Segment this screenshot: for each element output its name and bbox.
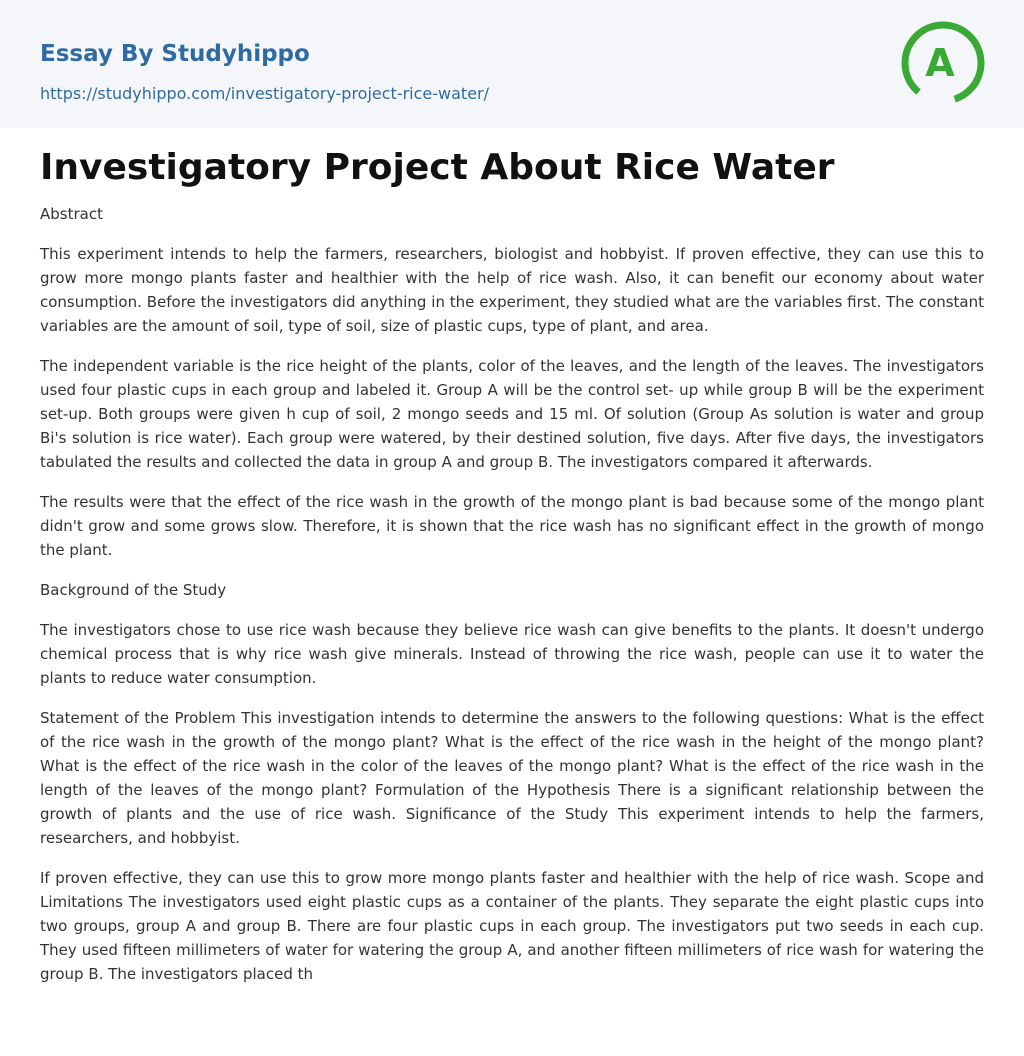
svg-text:A: A bbox=[925, 41, 955, 85]
article-title: Investigatory Project About Rice Water bbox=[40, 147, 835, 188]
article-paragraph: Statement of the Problem This investigation intends to determine the answers to the following questions: What is the effect of the rice wash in the growth of the mongo plant? What is the effect of the rice wash in the height of the mongo plant? What is the effect of the rice wash in the color of the leaves of the mongo plant? What is the effect of the rice wash in the length of the leaves of the mongo plant? Formulation of the Hypothesis There is a significant relationship between the growth of plants and the use of rice wash. Significance of the Study This experiment intends to help the farmers, researchers, and hobbyist. bbox=[40, 709, 984, 847]
section-heading: Abstract bbox=[40, 205, 103, 223]
section-heading: Background of the Study bbox=[40, 581, 227, 599]
article-paragraph: The investigators chose to use rice wash because they believe rice wash can give benefits to the plants. It doesn't undergo chemical process that is why rice wash give minerals. Instead of throwing the rice wash, people can use it to water the plants to reduce water consumption. bbox=[40, 621, 984, 687]
article-paragraph: If proven effective, they can use this to grow more mongo plants faster and healthier with the help of rice wash. Scope and Limitations The investigators used eight plastic cups as a container of the plants. They separate the eight plastic cups into two groups, group A and group B. There are four plastic cups in each group. The investigators put two seeds in each cup. They used fifteen millimeters of water for watering the group A, and another fifteen millimeters of rice wash for watering the group B. The investigators placed th bbox=[40, 869, 984, 983]
article-paragraph: The independent variable is the rice height of the plants, color of the leaves, and the length of the leaves. The investigators used four plastic cups in each group and labeled it. Group A will be the control set- up while group B will be the experiment set-up. Both groups were given h cup of soil, 2 mongo seeds and 15 ml. Of solution (Group As solution is water and group Bi's solution is rice water). Each group were watered, by their destined solution, five days. After five days, the investigators tabulated the results and collected the data in group A and group B. The investigators compared it afterwards. bbox=[40, 357, 984, 471]
site-brand[interactable]: Essay By Studyhippo bbox=[40, 41, 310, 67]
site-header bbox=[0, 0, 1024, 128]
article-paragraph: The results were that the effect of the rice wash in the growth of the mongo plant is bad because some of the mongo plant didn't grow and some grows slow. Therefore, it is shown that the rice wash has no significant effect in the growth of mongo the plant. bbox=[40, 493, 984, 559]
article-blocks bbox=[40, 202, 984, 986]
article-url-link[interactable]: https://studyhippo.com/investigatory-project-rice-water/ bbox=[40, 84, 490, 103]
article-body bbox=[40, 144, 984, 1002]
studyhippo-logo-icon[interactable] bbox=[898, 18, 988, 108]
article-paragraph: This experiment intends to help the farmers, researchers, biologist and hobbyist. If proven effective, they can use this to grow more mongo plants faster and healthier with the help of rice wash. Also, it can benefit our economy about water consumption. Before the investigators did anything in the experiment, they studied what are the variables first. The constant variables are the amount of soil, type of soil, size of plastic cups, type of plant, and area. bbox=[40, 245, 984, 335]
